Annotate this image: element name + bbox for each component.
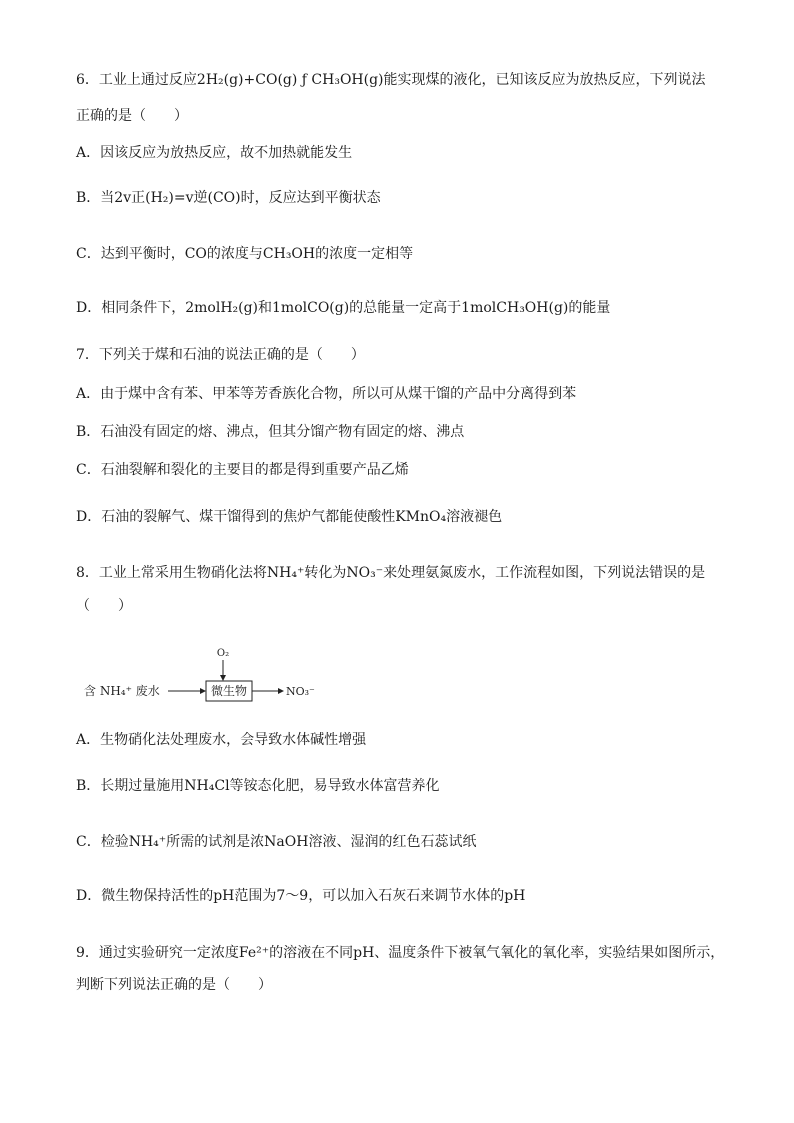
q8-arrowhead-in <box>200 688 206 694</box>
q8-diagram-output: NO₃⁻ <box>286 685 315 698</box>
q9-stem-line1: 9．通过实验研究一定浓度Fe²⁺的溶液在不同pH、温度条件下被氧气氧化的氧化率，实验结果如图所示， <box>76 945 725 961</box>
q8-option-b: B．长期过量施用NH₄Cl等铵态化肥，易导致水体富营养化 <box>76 778 440 794</box>
q6-option-d: D．相同条件下，2molH₂(g)和1molCO(g)的总能量一定高于1molCH₃OH(g)的能量 <box>76 300 611 316</box>
q6-option-a: A．因该反应为放热反应，故不加热就能发生 <box>76 145 353 161</box>
q7-option-d: D．石油的裂解气、煤干馏得到的焦炉气都能使酸性KMnO₄溶液褪色 <box>76 509 503 525</box>
q7-option-c: C．石油裂解和裂化的主要目的都是得到重要产品乙烯 <box>76 462 409 478</box>
q8-stem-line2: （ ） <box>76 598 132 614</box>
q8-option-d: D．微生物保持活性的pH范围为7～9，可以加入石灰石来调节水体的pH <box>76 888 526 904</box>
q8-arrowhead-out <box>278 688 284 694</box>
q8-diagram-top: O₂ <box>216 648 230 659</box>
q6-option-b: B．当2v正(H₂)=v逆(CO)时，反应达到平衡状态 <box>76 190 381 206</box>
q6-stem-line2: 正确的是（ ） <box>76 108 188 124</box>
q7-option-a: A．由于煤中含有苯、甲苯等芳香族化合物，所以可从煤干馏的产品中分离得到苯 <box>76 386 577 402</box>
q8-diagram-box-label: 微生物 <box>210 684 248 698</box>
q8-option-a: A．生物硝化法处理废水，会导致水体碱性增强 <box>76 732 367 748</box>
q7-option-b: B．石油没有固定的熔、沸点，但其分馏产物有固定的熔、沸点 <box>76 424 465 440</box>
q8-diagram-input: 含 NH₄⁺ 废水 <box>84 684 160 698</box>
q7-stem: 7．下列关于煤和石油的说法正确的是（ ） <box>76 347 365 363</box>
q6-stem-line1: 6．工业上通过反应2H₂(g)+CO(g) ƒ CH₃OH(g)能实现煤的液化，已知该反应为放热反应，下列说法 <box>76 72 706 88</box>
q8-option-c: C．检验NH₄⁺所需的试剂是浓NaOH溶液、湿润的红色石蕊试纸 <box>76 834 477 850</box>
q8-flow-diagram <box>84 644 344 704</box>
q8-arrowhead-down <box>220 675 226 681</box>
q8-stem-line1: 8．工业上常采用生物硝化法将NH₄⁺转化为NO₃⁻来处理氨氮废水，工作流程如图，下列说法错误的是 <box>76 565 706 581</box>
q6-option-c: C．达到平衡时，CO的浓度与CH₃OH的浓度一定相等 <box>76 246 414 262</box>
q9-stem-line2: 判断下列说法正确的是（ ） <box>76 977 272 993</box>
